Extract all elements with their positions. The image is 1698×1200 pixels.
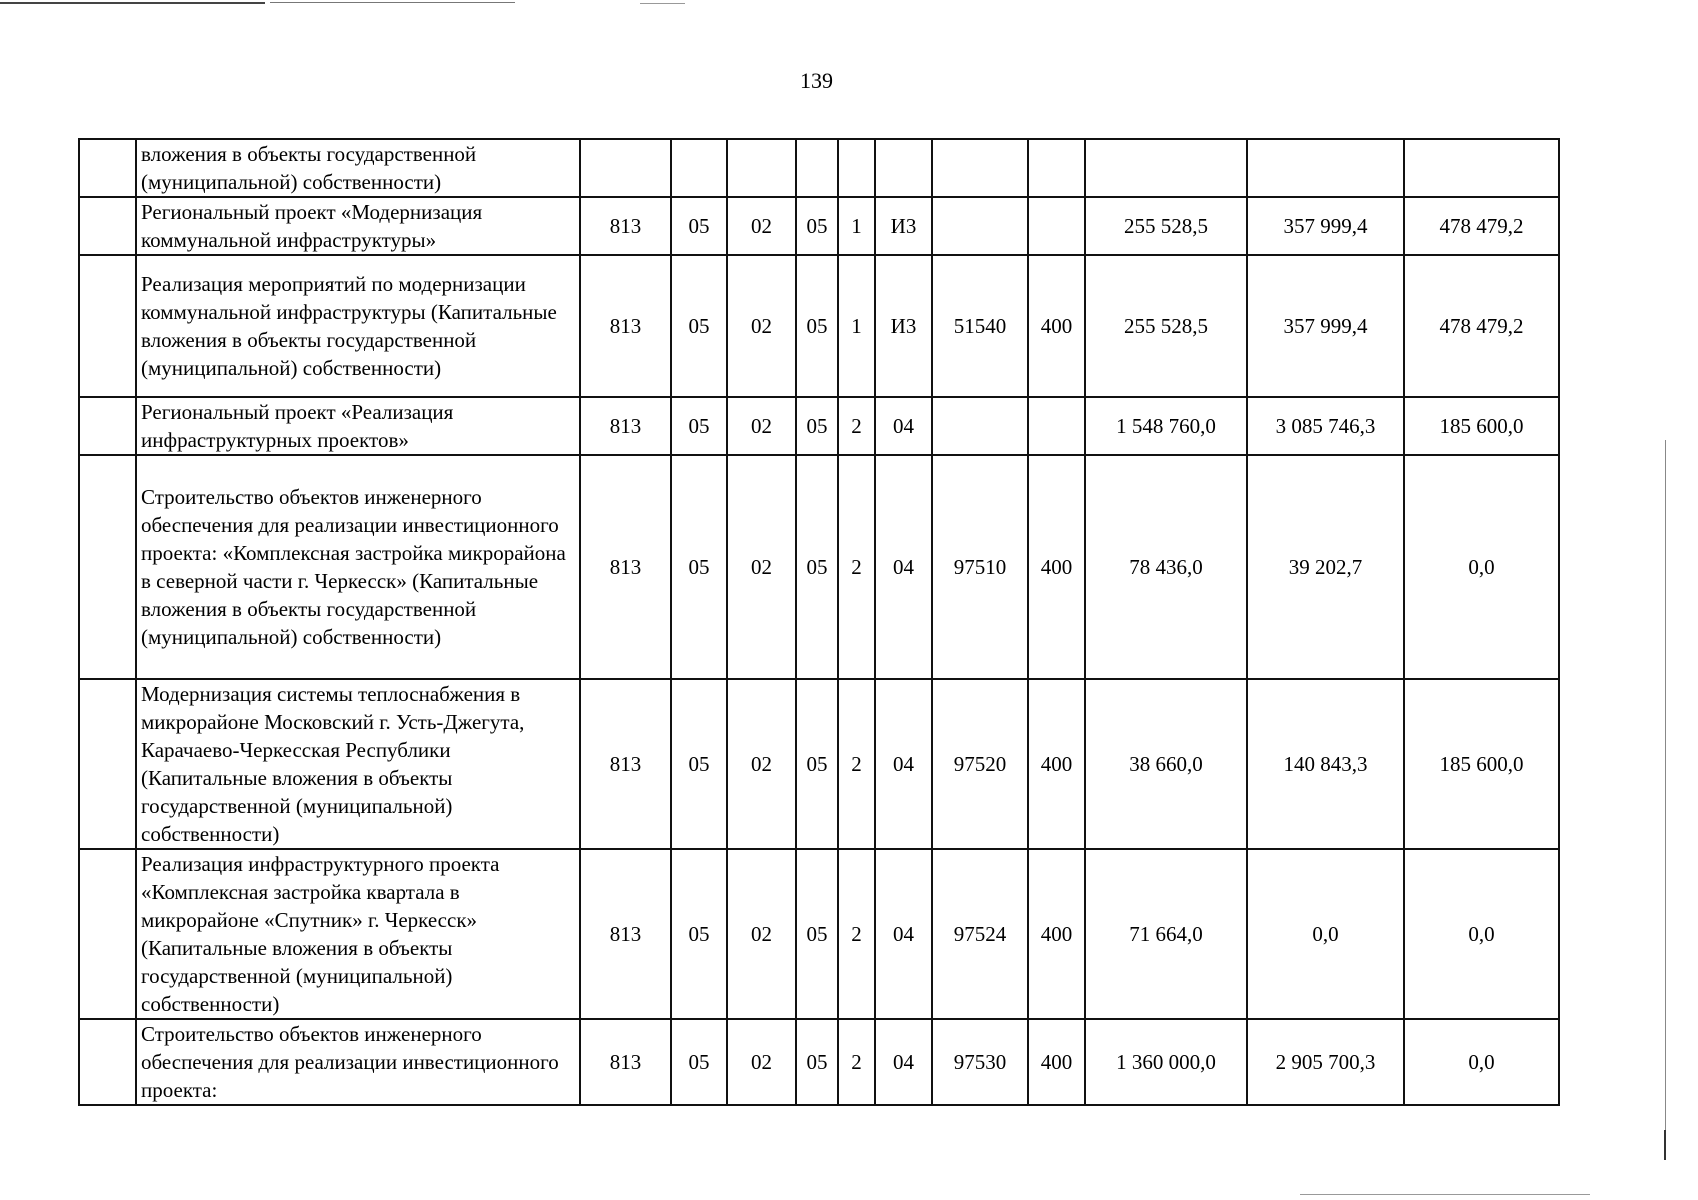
item-name-cell: Строительство объектов инженерного обеспечения для реализации инвестиционного проекта: «Комплексная застройка микрорайона в северной части г. Черкесск» (Капитальные вложения в объекты государственной (муниципальной) собственности) (136, 455, 580, 679)
amount-year3-cell: 185 600,0 (1404, 679, 1559, 849)
subsection-code-cell: 02 (727, 849, 796, 1019)
program-code-cell: 05 (796, 1019, 838, 1105)
direction-code-cell: 97510 (932, 455, 1028, 679)
direction-code-cell (932, 197, 1028, 255)
amount-year3-cell: 185 600,0 (1404, 397, 1559, 455)
ministry-code-cell (580, 139, 671, 197)
budget-table (78, 138, 1560, 1106)
program-code-cell: 05 (796, 397, 838, 455)
amount-year3-cell: 0,0 (1404, 1019, 1559, 1105)
amount-year2-cell: 357 999,4 (1247, 197, 1404, 255)
amount-year1-cell: 71 664,0 (1085, 849, 1247, 1019)
amount-year1-cell: 1 360 000,0 (1085, 1019, 1247, 1105)
direction-code-cell (932, 397, 1028, 455)
amount-year2-cell: 39 202,7 (1247, 455, 1404, 679)
direction-code-cell: 97530 (932, 1019, 1028, 1105)
row-number-cell (79, 139, 136, 197)
amount-year2-cell: 0,0 (1247, 849, 1404, 1019)
amount-year2-cell (1247, 139, 1404, 197)
scan-artifact-right (1664, 1130, 1666, 1160)
amount-year2-cell: 3 085 746,3 (1247, 397, 1404, 455)
subprogram-code-cell: 2 (838, 679, 875, 849)
scan-artifact-top (640, 3, 685, 4)
program-code-cell: 05 (796, 455, 838, 679)
table-row (79, 397, 1559, 455)
table-row (79, 679, 1559, 849)
scan-artifact-bottom (1300, 1194, 1590, 1195)
subprogram-code-cell: 2 (838, 397, 875, 455)
section-code-cell: 05 (671, 679, 727, 849)
row-number-cell (79, 197, 136, 255)
expense-type-cell (1028, 197, 1085, 255)
expense-type-cell: 400 (1028, 1019, 1085, 1105)
ministry-code-cell: 813 (580, 455, 671, 679)
section-code-cell: 05 (671, 455, 727, 679)
subsection-code-cell: 02 (727, 197, 796, 255)
amount-year1-cell: 78 436,0 (1085, 455, 1247, 679)
subsection-code-cell: 02 (727, 255, 796, 397)
direction-code-cell (932, 139, 1028, 197)
item-name-cell: Строительство объектов инженерного обеспечения для реализации инвестиционного проекта: (136, 1019, 580, 1105)
scan-artifact-top (270, 2, 515, 3)
project-code-cell: И3 (875, 197, 932, 255)
ministry-code-cell: 813 (580, 1019, 671, 1105)
scan-artifact-right (1665, 440, 1666, 1160)
project-code-cell: 04 (875, 849, 932, 1019)
amount-year3-cell: 478 479,2 (1404, 255, 1559, 397)
table-row (79, 255, 1559, 397)
table-row (79, 197, 1559, 255)
amount-year3-cell (1404, 139, 1559, 197)
scan-artifact-top (0, 2, 265, 4)
expense-type-cell: 400 (1028, 679, 1085, 849)
table-row (79, 455, 1559, 679)
table-row (79, 1019, 1559, 1105)
subprogram-code-cell: 1 (838, 197, 875, 255)
row-number-cell (79, 849, 136, 1019)
amount-year3-cell: 478 479,2 (1404, 197, 1559, 255)
row-number-cell (79, 1019, 136, 1105)
project-code-cell: 04 (875, 679, 932, 849)
program-code-cell: 05 (796, 679, 838, 849)
amount-year1-cell (1085, 139, 1247, 197)
row-number-cell (79, 455, 136, 679)
project-code-cell: 04 (875, 1019, 932, 1105)
amount-year2-cell: 2 905 700,3 (1247, 1019, 1404, 1105)
expense-type-cell: 400 (1028, 455, 1085, 679)
project-code-cell: 04 (875, 455, 932, 679)
page-number: 139 (800, 68, 833, 93)
item-name-cell: Реализация инфраструктурного проекта «Комплексная застройка квартала в микрорайоне «Спутник» г. Черкесск» (Капитальные вложения в объекты государственной (муниципальной) собственности) (136, 849, 580, 1019)
ministry-code-cell: 813 (580, 255, 671, 397)
project-code-cell (875, 139, 932, 197)
subprogram-code-cell: 2 (838, 455, 875, 679)
subsection-code-cell: 02 (727, 679, 796, 849)
row-number-cell (79, 255, 136, 397)
amount-year1-cell: 38 660,0 (1085, 679, 1247, 849)
item-name-cell: Реализация мероприятий по модернизации коммунальной инфраструктуры (Капитальные вложения в объекты государственной (муниципальной) собственности) (136, 255, 580, 397)
section-code-cell (671, 139, 727, 197)
direction-code-cell: 97520 (932, 679, 1028, 849)
program-code-cell: 05 (796, 255, 838, 397)
subprogram-code-cell: 2 (838, 1019, 875, 1105)
table-row (79, 139, 1559, 197)
row-number-cell (79, 679, 136, 849)
subsection-code-cell: 02 (727, 397, 796, 455)
program-code-cell: 05 (796, 197, 838, 255)
table-row (79, 849, 1559, 1019)
expense-type-cell (1028, 139, 1085, 197)
subprogram-code-cell: 1 (838, 255, 875, 397)
item-name-cell: вложения в объекты государственной (муниципальной) собственности) (136, 139, 580, 197)
amount-year3-cell: 0,0 (1404, 455, 1559, 679)
direction-code-cell: 97524 (932, 849, 1028, 1019)
row-number-cell (79, 397, 136, 455)
ministry-code-cell: 813 (580, 397, 671, 455)
expense-type-cell: 400 (1028, 255, 1085, 397)
expense-type-cell: 400 (1028, 849, 1085, 1019)
amount-year1-cell: 1 548 760,0 (1085, 397, 1247, 455)
amount-year1-cell: 255 528,5 (1085, 197, 1247, 255)
amount-year1-cell: 255 528,5 (1085, 255, 1247, 397)
expense-type-cell (1028, 397, 1085, 455)
project-code-cell: И3 (875, 255, 932, 397)
amount-year2-cell: 140 843,3 (1247, 679, 1404, 849)
program-code-cell: 05 (796, 849, 838, 1019)
subsection-code-cell: 02 (727, 455, 796, 679)
amount-year2-cell: 357 999,4 (1247, 255, 1404, 397)
item-name-cell: Региональный проект «Модернизация коммунальной инфраструктуры» (136, 197, 580, 255)
table-body (79, 139, 1559, 1105)
subprogram-code-cell (838, 139, 875, 197)
section-code-cell: 05 (671, 255, 727, 397)
ministry-code-cell: 813 (580, 679, 671, 849)
item-name-cell: Региональный проект «Реализация инфраструктурных проектов» (136, 397, 580, 455)
section-code-cell: 05 (671, 197, 727, 255)
section-code-cell: 05 (671, 397, 727, 455)
item-name-cell: Модернизация системы теплоснабжения в микрорайоне Московский г. Усть-Джегута, Карачаево-Черкесская Республики (Капитальные вложения в объекты государственной (муниципальной) собственности) (136, 679, 580, 849)
direction-code-cell: 51540 (932, 255, 1028, 397)
section-code-cell: 05 (671, 1019, 727, 1105)
project-code-cell: 04 (875, 397, 932, 455)
ministry-code-cell: 813 (580, 849, 671, 1019)
subsection-code-cell: 02 (727, 1019, 796, 1105)
amount-year3-cell: 0,0 (1404, 849, 1559, 1019)
ministry-code-cell: 813 (580, 197, 671, 255)
subprogram-code-cell: 2 (838, 849, 875, 1019)
subsection-code-cell (727, 139, 796, 197)
section-code-cell: 05 (671, 849, 727, 1019)
program-code-cell (796, 139, 838, 197)
